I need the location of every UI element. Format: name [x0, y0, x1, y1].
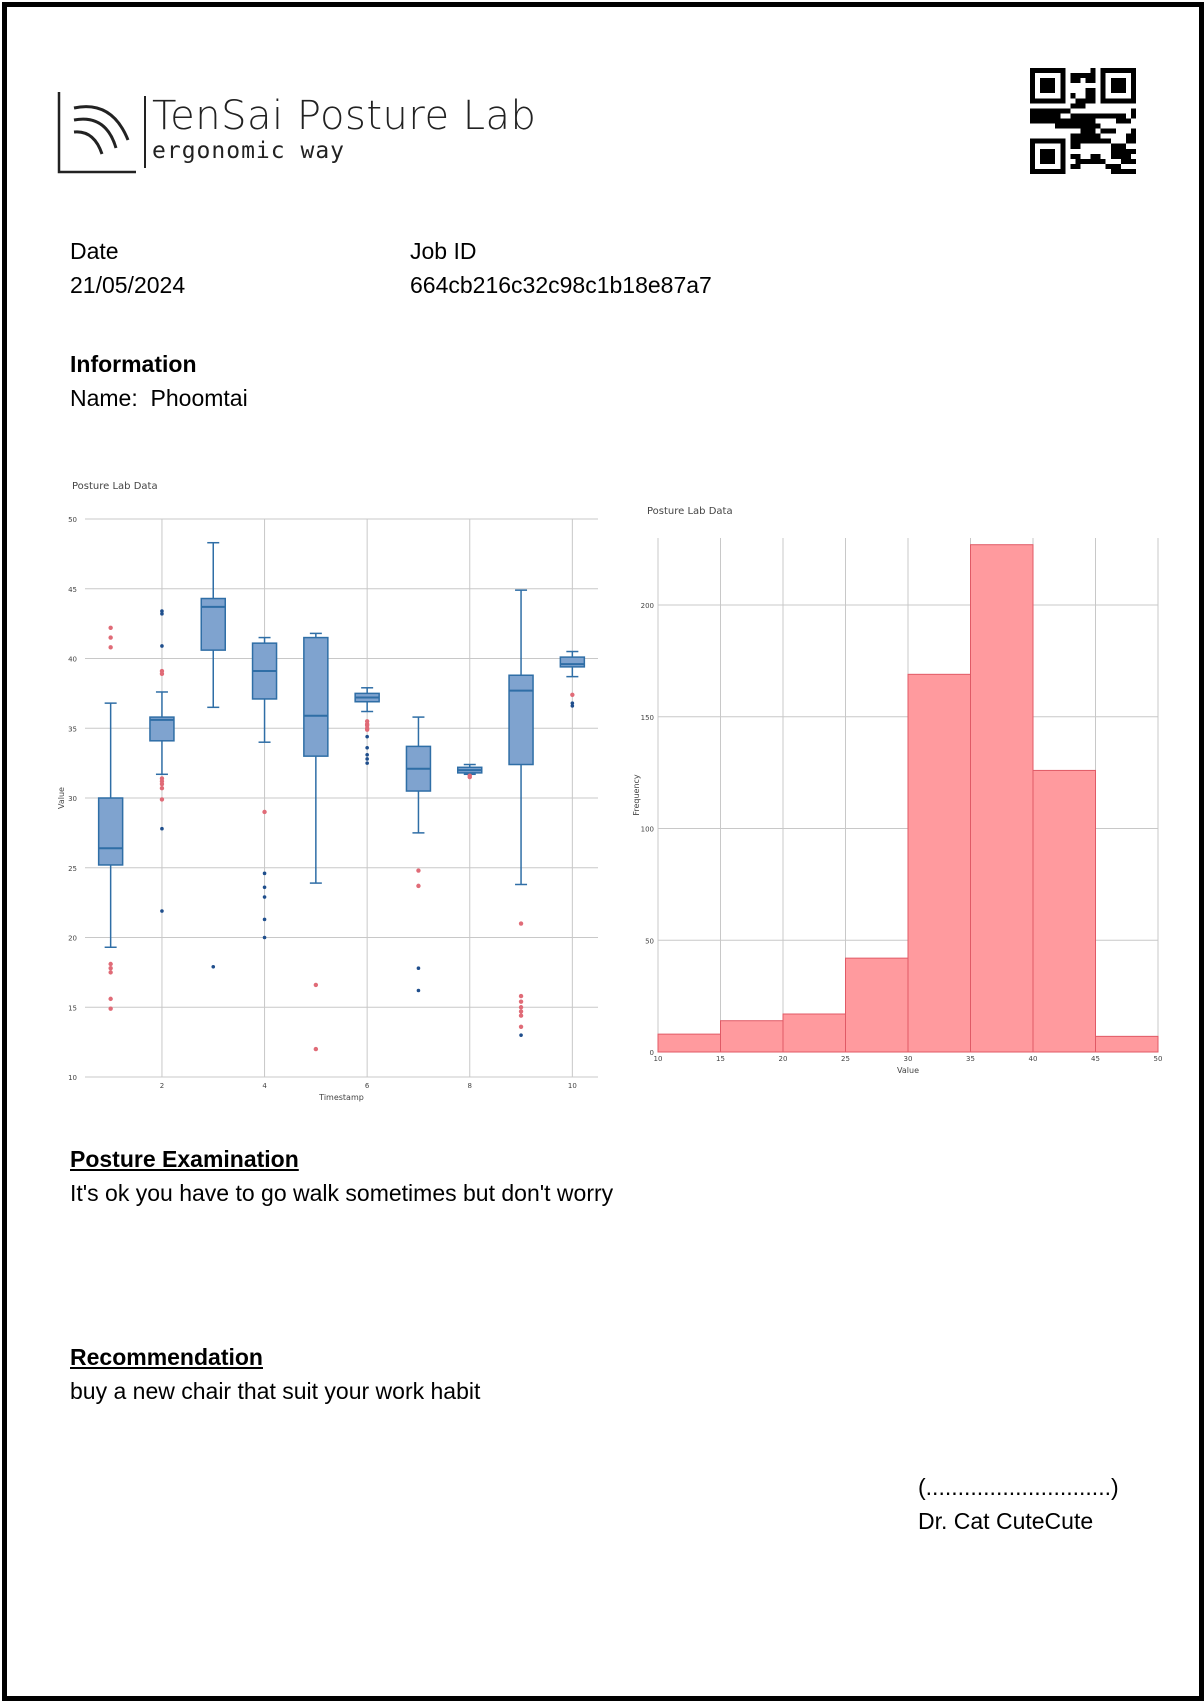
outlier-point	[519, 921, 523, 925]
outlier-point	[160, 786, 164, 790]
qr-module	[1045, 113, 1050, 118]
qr-module	[1131, 134, 1136, 139]
x-tick-label: 8	[467, 1082, 472, 1090]
qr-module	[1091, 118, 1096, 123]
x-tick-label: 10	[567, 1082, 577, 1090]
qr-module	[1106, 164, 1111, 169]
qr-module	[1070, 144, 1075, 149]
qr-module	[1040, 118, 1045, 123]
qr-module	[1075, 154, 1080, 159]
recommendation-text: buy a new chair that suit your work habit	[70, 1378, 481, 1404]
y-tick-label: 45	[68, 585, 77, 594]
qr-module	[1131, 129, 1136, 134]
outlier-point	[365, 753, 369, 757]
x-tick-label: 40	[1028, 1055, 1038, 1063]
qr-module	[1091, 124, 1096, 129]
x-tick-label: 20	[778, 1055, 788, 1063]
qr-module	[1096, 139, 1101, 144]
histogram-bar	[783, 1014, 846, 1052]
y-tick-label: 35	[68, 725, 77, 734]
qr-module	[1070, 139, 1075, 144]
qr-module	[1091, 78, 1096, 83]
qr-module	[1121, 113, 1126, 118]
qr-module	[1080, 113, 1085, 118]
x-tick-label: 45	[1091, 1055, 1100, 1063]
outlier-point	[571, 704, 575, 708]
qr-module	[1091, 139, 1096, 144]
y-tick-label: 150	[640, 713, 654, 722]
histogram-bar	[1096, 1036, 1159, 1052]
qr-module	[1111, 129, 1116, 134]
x-tick-label: 15	[716, 1055, 725, 1063]
outlier-point	[416, 868, 420, 872]
y-tick-label: 50	[645, 937, 654, 946]
qr-module	[1091, 88, 1096, 93]
qr-module	[1086, 159, 1091, 164]
histogram-chart	[625, 495, 1163, 1085]
qr-module	[1116, 144, 1121, 149]
qr-module	[1121, 159, 1126, 164]
outlier-point	[519, 1033, 523, 1037]
outlier-point	[417, 989, 421, 993]
qr-module	[1116, 164, 1121, 169]
qr-module	[1075, 73, 1080, 78]
signature-name: Dr. Cat CuteCute	[918, 1508, 1094, 1534]
outlier-point	[519, 1005, 523, 1009]
information-heading: Information	[70, 351, 197, 377]
x-axis-label: Value	[897, 1066, 919, 1075]
qr-module	[1040, 108, 1045, 113]
qr-module	[1111, 144, 1116, 149]
qr-module	[1126, 139, 1131, 144]
qr-module	[1106, 129, 1111, 134]
qr-module	[1126, 118, 1131, 123]
qr-module	[1121, 169, 1126, 174]
y-tick-label: 50	[68, 516, 77, 524]
qr-module	[1131, 159, 1136, 164]
outlier-point	[519, 994, 523, 998]
y-tick-label: 10	[68, 1074, 77, 1082]
qr-module	[1111, 169, 1116, 174]
outlier-point	[519, 999, 523, 1003]
brand-logo	[56, 90, 146, 175]
outlier-point	[160, 797, 164, 801]
qr-module	[1035, 108, 1040, 113]
qr-module	[1060, 118, 1065, 123]
qr-module	[1121, 144, 1126, 149]
qr-finder-core	[1040, 78, 1055, 93]
qr-module	[1065, 124, 1070, 129]
brand-name: TenSai Posture Lab	[152, 93, 537, 139]
qr-module	[1091, 159, 1096, 164]
qr-module	[1091, 154, 1096, 159]
outlier-point	[108, 962, 112, 966]
qr-module	[1106, 139, 1111, 144]
outlier-point	[108, 635, 112, 639]
qr-module	[1065, 108, 1070, 113]
outlier-point	[468, 775, 472, 779]
qr-module	[1086, 124, 1091, 129]
qr-module	[1080, 103, 1085, 108]
x-tick-label: 6	[364, 1082, 370, 1090]
qr-module	[1086, 139, 1091, 144]
outlier-point	[160, 644, 164, 648]
histogram-bar	[658, 1034, 721, 1052]
qr-module	[1030, 118, 1035, 123]
qr-module	[1075, 113, 1080, 118]
qr-module	[1101, 139, 1106, 144]
qr-module	[1045, 108, 1050, 113]
qr-module	[1111, 113, 1116, 118]
qr-module	[1091, 134, 1096, 139]
brand-block	[152, 94, 536, 164]
qr-module	[1050, 108, 1055, 113]
qr-module	[1060, 124, 1065, 129]
histogram-bar	[971, 545, 1034, 1052]
qr-module	[1075, 98, 1080, 103]
examination-text: It's ok you have to go walk sometimes but don't worry	[70, 1180, 614, 1206]
qr-module	[1086, 73, 1091, 78]
qr-module	[1055, 113, 1060, 118]
outlier-point	[108, 966, 112, 970]
outlier-point	[108, 997, 112, 1001]
qr-module	[1096, 154, 1101, 159]
x-tick-label: 50	[1153, 1055, 1163, 1063]
outlier-point	[314, 983, 318, 987]
signature-line: (.............................)	[918, 1474, 1119, 1500]
brand-tagline: ergonomic way	[152, 138, 346, 164]
outlier-point	[108, 645, 112, 649]
qr-module	[1091, 98, 1096, 103]
outlier-point	[263, 918, 267, 922]
qr-module	[1131, 139, 1136, 144]
outlier-point	[263, 885, 267, 889]
outlier-point	[263, 895, 267, 899]
y-tick-label: 30	[68, 795, 77, 803]
qr-module	[1055, 118, 1060, 123]
qr-module	[1075, 144, 1080, 149]
qr-module	[1091, 73, 1096, 78]
qr-module	[1065, 118, 1070, 123]
qr-module	[1091, 113, 1096, 118]
qr-module	[1111, 164, 1116, 169]
qr-module	[1075, 164, 1080, 169]
job-id-value: 664cb216c32c98c1b18e87a7	[410, 272, 712, 298]
histogram-bar	[1033, 770, 1096, 1052]
qr-module	[1101, 129, 1106, 134]
qr-module	[1086, 118, 1091, 123]
outlier-point	[365, 735, 369, 739]
qr-code-icon	[1030, 68, 1136, 174]
qr-module	[1070, 134, 1075, 139]
qr-module	[1101, 113, 1106, 118]
chart-title: Posture Lab Data	[647, 506, 733, 517]
qr-module	[1045, 118, 1050, 123]
qr-module	[1126, 154, 1131, 159]
qr-module	[1096, 124, 1101, 129]
outlier-point	[519, 1013, 523, 1017]
qr-module	[1070, 164, 1075, 169]
qr-module	[1086, 78, 1091, 83]
qr-finder-core	[1040, 149, 1055, 164]
outlier-point	[160, 909, 164, 913]
outlier-point	[519, 1025, 523, 1029]
qr-module	[1121, 154, 1126, 159]
qr-module	[1050, 118, 1055, 123]
outlier-point	[314, 1047, 318, 1051]
qr-module	[1126, 169, 1131, 174]
date-value: 21/05/2024	[70, 272, 186, 298]
qr-module	[1055, 108, 1060, 113]
box-iqr	[99, 798, 123, 865]
outlier-point	[262, 810, 266, 814]
qr-module	[1131, 149, 1136, 154]
qr-module	[1086, 88, 1091, 93]
outlier-point	[160, 827, 164, 831]
outlier-point	[417, 966, 421, 970]
qr-module	[1050, 113, 1055, 118]
qr-module	[1096, 134, 1101, 139]
qr-module	[1040, 113, 1045, 118]
qr-module	[1096, 113, 1101, 118]
outlier-point	[160, 672, 164, 676]
y-tick-label: 20	[68, 934, 77, 943]
job-id-label: Job ID	[410, 238, 477, 264]
qr-module	[1080, 134, 1085, 139]
qr-module	[1086, 134, 1091, 139]
outlier-point	[263, 936, 267, 940]
outlier-point	[365, 746, 369, 750]
qr-module	[1030, 113, 1035, 118]
outlier-point	[416, 884, 420, 888]
qr-module	[1091, 68, 1096, 73]
qr-module	[1070, 113, 1075, 118]
qr-module	[1075, 78, 1080, 83]
name-label: Name:	[70, 385, 138, 411]
qr-module	[1035, 113, 1040, 118]
x-tick-label: 35	[966, 1055, 975, 1063]
histogram-bar	[721, 1021, 784, 1052]
y-tick-label: 100	[640, 825, 654, 834]
qr-module	[1070, 118, 1075, 123]
qr-module	[1121, 118, 1126, 123]
qr-module	[1116, 113, 1121, 118]
qr-module	[1111, 149, 1116, 154]
qr-module	[1086, 129, 1091, 134]
y-tick-label: 40	[68, 655, 77, 664]
outlier-point	[263, 872, 267, 876]
qr-module	[1070, 103, 1075, 108]
outlier-point	[519, 1009, 523, 1013]
qr-module	[1106, 113, 1111, 118]
qr-module	[1126, 159, 1131, 164]
qr-module	[1055, 124, 1060, 129]
qr-module	[1126, 134, 1131, 139]
qr-module	[1116, 118, 1121, 123]
qr-module	[1060, 108, 1065, 113]
x-tick-label: 10	[653, 1055, 663, 1063]
qr-module	[1070, 93, 1075, 98]
qr-module	[1086, 93, 1091, 98]
qr-module	[1080, 129, 1085, 134]
qr-module	[1080, 124, 1085, 129]
histogram-bar	[908, 674, 971, 1052]
qr-module	[1111, 154, 1116, 159]
chart-title: Posture Lab Data	[72, 481, 158, 492]
qr-module	[1030, 108, 1035, 113]
box-iqr	[560, 657, 584, 667]
qr-module	[1080, 98, 1085, 103]
x-axis-label: Timestamp	[319, 1093, 364, 1102]
x-tick-label: 30	[903, 1055, 913, 1063]
y-axis-label: Frequency	[632, 774, 641, 816]
qr-module	[1116, 169, 1121, 174]
x-tick-label: 2	[159, 1082, 165, 1090]
qr-module	[1116, 154, 1121, 159]
qr-module	[1080, 139, 1085, 144]
qr-finder-core	[1111, 78, 1126, 93]
outlier-point	[365, 761, 369, 765]
qr-module	[1086, 98, 1091, 103]
x-tick-label: 4	[262, 1082, 267, 1090]
qr-module	[1131, 169, 1136, 174]
qr-module	[1070, 124, 1075, 129]
outlier-point	[108, 970, 112, 974]
x-tick-label: 25	[841, 1055, 850, 1063]
box-iqr	[509, 675, 533, 764]
outlier-point	[211, 965, 215, 969]
outlier-point	[108, 626, 112, 630]
qr-module	[1080, 73, 1085, 78]
qr-module	[1070, 78, 1075, 83]
y-tick-label: 200	[640, 602, 654, 611]
qr-module	[1070, 73, 1075, 78]
outlier-point	[365, 757, 369, 761]
outlier-point	[108, 1006, 112, 1010]
qr-module	[1086, 113, 1091, 118]
outlier-point	[365, 727, 369, 731]
name-value: Phoomtai	[150, 385, 248, 411]
qr-module	[1075, 118, 1080, 123]
qr-module	[1070, 154, 1075, 159]
y-tick-label: 15	[68, 1004, 77, 1013]
qr-module	[1035, 118, 1040, 123]
qr-module	[1075, 134, 1080, 139]
qr-module	[1096, 159, 1101, 164]
qr-module	[1131, 108, 1136, 113]
y-tick-label: 0	[649, 1049, 654, 1057]
brand-divider	[144, 96, 146, 168]
name-row	[70, 385, 248, 412]
y-axis-label: Value	[57, 787, 66, 809]
qr-module	[1075, 103, 1080, 108]
qr-module	[1080, 159, 1085, 164]
qr-module	[1075, 139, 1080, 144]
qr-module	[1116, 149, 1121, 154]
box-iqr	[304, 638, 328, 757]
outlier-point	[160, 612, 164, 616]
qr-module	[1121, 149, 1126, 154]
outlier-point	[570, 693, 574, 697]
qr-module	[1075, 159, 1080, 164]
qr-module	[1131, 113, 1136, 118]
qr-module	[1126, 149, 1131, 154]
date-label: Date	[70, 238, 119, 264]
y-tick-label: 25	[68, 864, 77, 873]
examination-heading: Posture Examination	[70, 1146, 299, 1172]
recommendation-heading: Recommendation	[70, 1344, 263, 1370]
qr-module	[1091, 129, 1096, 134]
qr-module	[1101, 159, 1106, 164]
qr-module	[1075, 124, 1080, 129]
box-plot-chart	[50, 470, 610, 1110]
qr-module	[1080, 118, 1085, 123]
qr-module	[1091, 93, 1096, 98]
outlier-point	[160, 782, 164, 786]
histogram-bar	[846, 958, 909, 1052]
